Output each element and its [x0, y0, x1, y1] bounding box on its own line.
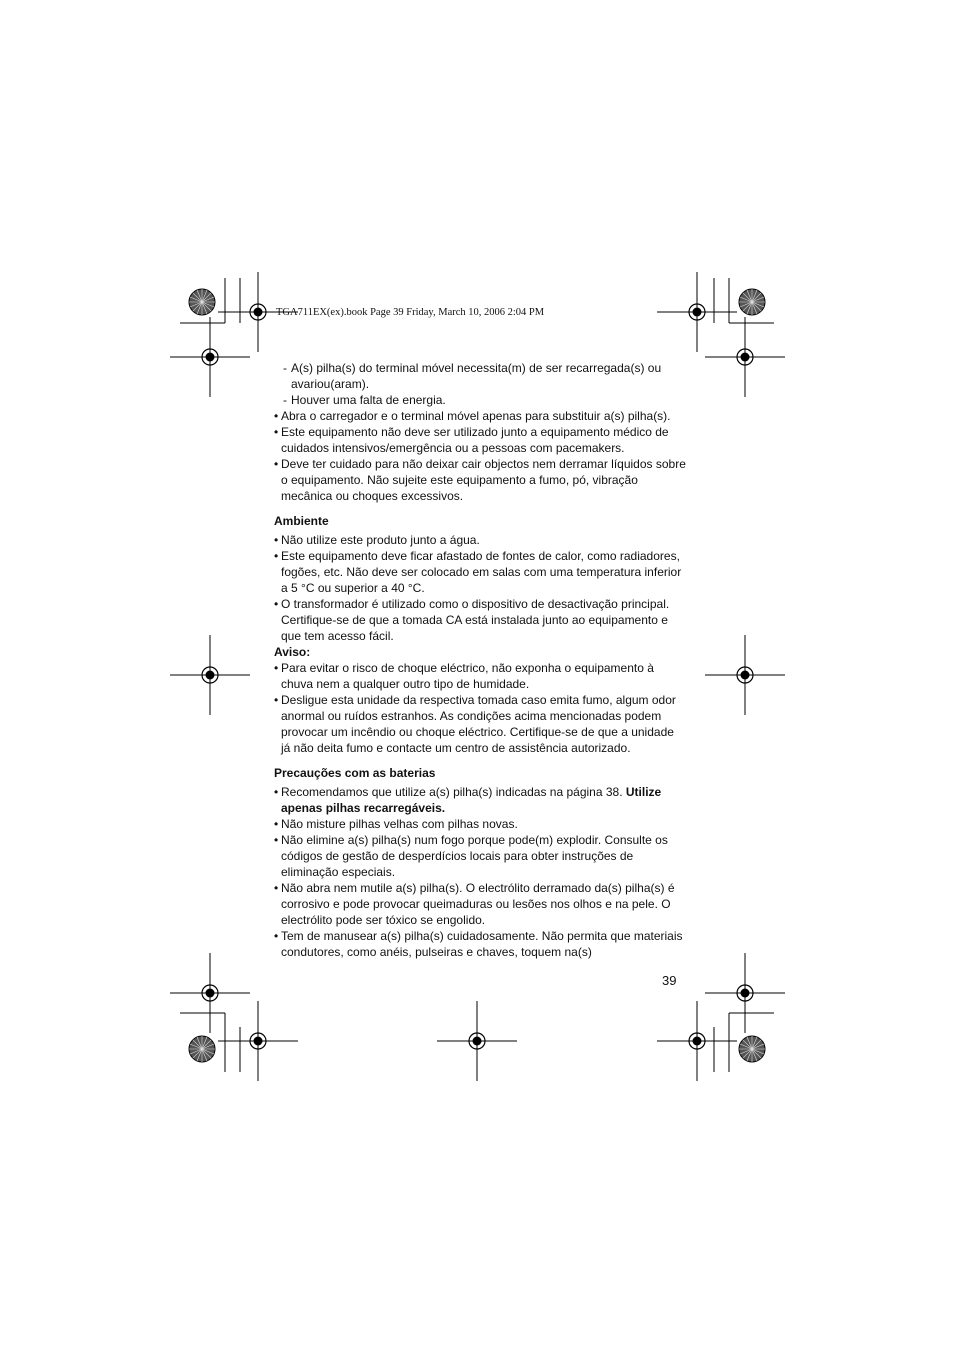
list-item: • Recomendamos que utilize a(s) pilha(s) indicadas na página 38. Utilize apenas pilhas recarregáveis. [274, 785, 662, 815]
list-item: - A(s) pilha(s) do terminal móvel necessita(m) de ser recarregada(s) ou avariou(aram). [283, 361, 662, 391]
registration-mark-icon [170, 635, 250, 715]
list-item: • Este equipamento não deve ser utilizado junto a equipamento médico de cuidados intensivos/emergência ou a pessoas com pacemakers. [274, 425, 669, 455]
list-item: • Abra o carregador e o terminal móvel apenas para substituir a(s) pilha(s). [274, 409, 671, 423]
registration-mark-icon [170, 953, 250, 1033]
list-item: • Tem de manusear a(s) pilha(s) cuidadosamente. Não permita que materiais condutores, como anéis, pulseiras e chaves, toquem na(s) [274, 929, 683, 959]
list-item: • Não misture pilhas velhas com pilhas novas. [274, 817, 518, 831]
list-item: • Este equipamento deve ficar afastado de fontes de calor, como radiadores, fogões, etc. Não deve ser colocado em salas com uma temperatura inferior a 5 °C ou superior a 40 °C. [274, 549, 682, 595]
color-target-icon [739, 1036, 765, 1062]
list-item: • Deve ter cuidado para não deixar cair objectos nem derramar líquidos sobre o equipamento. Não sujeite este equipamento a fumo, pó, vibração mecânica ou choques excessivos. [274, 457, 686, 503]
registration-mark-icon [218, 1001, 298, 1081]
list-item: • Não abra nem mutile a(s) pilha(s). O electrólito derramado da(s) pilha(s) é corrosivo e pode provocar queimaduras ou lesões nos olhos e na pele. O electrólito pode ser tóxico se engolido. [274, 881, 675, 927]
list-item: - Houver uma falta de energia. [283, 393, 446, 407]
list-item: • Desligue esta unidade da respectiva tomada caso emita fumo, algum odor anormal ou ruídos estranhos. As condições acima mencionadas podem provocar um incêndio ou choque eléctrico. Certifique-se de que a unidade já não deita fumo e contacte um centro de assistência autorizado. [274, 693, 676, 755]
section-heading-baterias: Precauções com as baterias [274, 766, 436, 780]
registration-mark-icon [437, 1001, 517, 1081]
page-content [274, 360, 686, 960]
registration-mark-icon [705, 317, 785, 397]
registration-mark-icon [657, 272, 737, 352]
book-header: TGA711EX(ex).book Page 39 Friday, March 10, 2006 2:04 PM [276, 307, 545, 318]
color-target-icon [739, 289, 765, 315]
registration-mark-icon [170, 317, 250, 397]
registration-mark-icon [657, 1001, 737, 1081]
list-item: • Não utilize este produto junto a água. [274, 533, 480, 547]
bold-emphasis: Utilize apenas pilhas recarregáveis. [281, 785, 662, 815]
registration-mark-icon [705, 953, 785, 1033]
list-item: • Não elimine a(s) pilha(s) num fogo porque pode(m) explodir. Consulte os códigos de gestão de desperdícios locais para obter instruções de eliminação especiais. [274, 833, 668, 879]
registration-mark-icon [705, 635, 785, 715]
color-target-icon [189, 289, 215, 315]
section-heading-ambiente: Ambiente [274, 514, 329, 528]
section-heading-aviso: Aviso: [274, 645, 311, 659]
page-number: 39 [662, 973, 677, 988]
list-item: • Para evitar o risco de choque eléctrico, não exponha o equipamento à chuva nem a qualquer outro tipo de humidade. [274, 661, 654, 691]
color-target-icon [189, 1036, 215, 1062]
list-item: • O transformador é utilizado como o dispositivo de desactivação principal. Certifique-se de que a tomada CA está instalada junto ao equipamento e que tem acesso fácil. [274, 597, 670, 643]
